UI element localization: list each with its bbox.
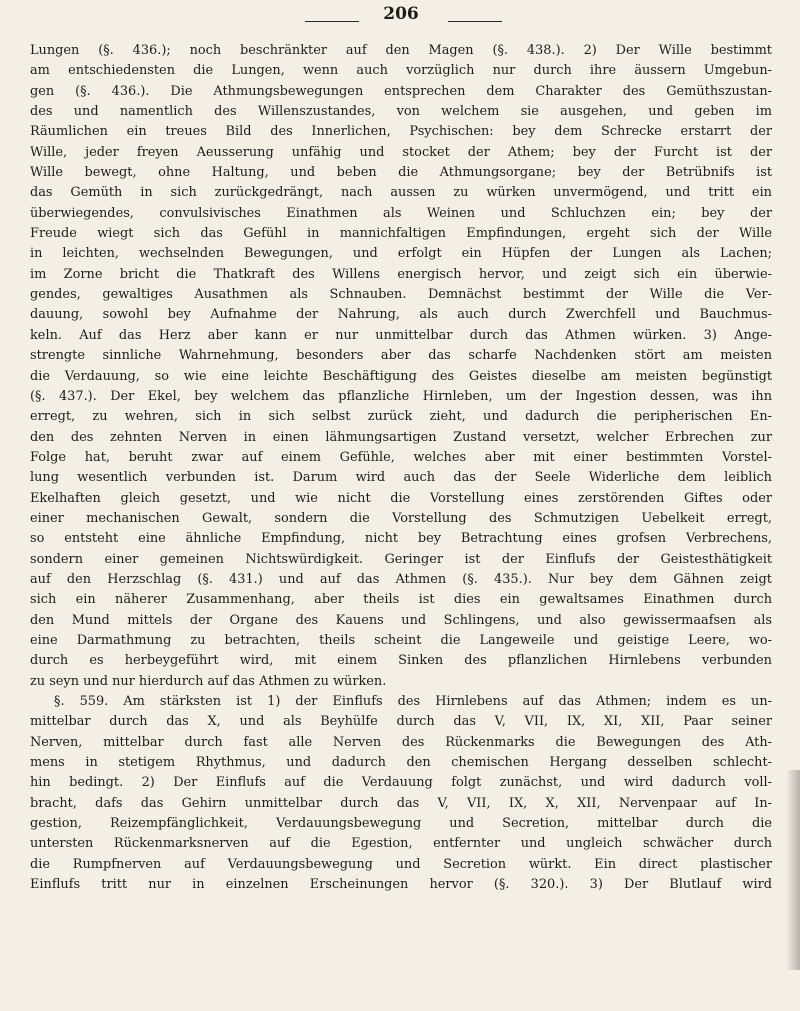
text-line: mens in stetigem Rhythmus, und dadurch den chemischen Hergang desselben schlecht-	[30, 755, 772, 771]
text-line: überwiegendes, convulsivisches Einathmen als Weinen und Schluchzen ein; bey der	[30, 205, 772, 221]
text-line: am entschiedensten die Lungen, wenn auch vorzüglich nur durch ihre äussern Umgebun-	[30, 63, 772, 79]
text-line: Lungen (§. 436.); noch beschränkter auf den Magen (§. 438.). 2) Der Wille bestimmt	[30, 43, 772, 58]
text-line: auf den Herzschlag (§. 431.) und auf das Athmen (§. 435.). Nur bey dem Gähnen zeigt	[30, 571, 772, 587]
text-line: den des zehnten Nerven in einen lähmungsartigen Zustand versetzt, welcher Erbrechen zur	[30, 429, 772, 445]
page-number: 206	[383, 4, 419, 24]
header-rule-right	[448, 21, 502, 22]
page-header	[0, 4, 800, 34]
text-line: lung wesentlich verbunden ist. Darum wird auch das der Seele Widerliche dem leiblich	[30, 470, 772, 486]
text-line: keln. Auf das Herz aber kann er nur unmittelbar durch das Athmen würken. 3) Ange-	[30, 327, 772, 343]
text-line: gestion, Reizempfänglichkeit, Verdauungsbewegung und Secretion, mittelbar durch die	[30, 816, 772, 832]
text-line: eine Darmathmung zu betrachten, theils scheint die Langeweile und geistige Leere, wo-	[30, 632, 772, 648]
text-line: durch es herbeygeführt wird, mit einem Sinken des pflanzlichen Hirnlebens verbunden	[30, 653, 772, 669]
text-line: Folge hat, beruht zwar auf einem Gefühle, welches aber mit einer bestimmten Vorstel-	[30, 449, 772, 465]
text-line: untersten Rückenmarksnerven auf die Egestion, entfernter und ungleich schwächer durch	[30, 836, 772, 852]
text-line: Wille, jeder freyen Aeusserung unfähig und stocket der Athem; bey der Furcht ist der	[30, 144, 772, 160]
text-line: sich ein näherer Zusammenhang, aber theils ist dies ein gewaltsames Einathmen durch	[30, 592, 772, 608]
text-line: im Zorne bricht die Thatkraft des Willens energisch hervor, und zeigt sich ein überwie-	[30, 266, 772, 282]
text-line: das Gemüth in sich zurückgedrängt, nach aussen zu würken unvermögend, und tritt ein	[30, 185, 772, 201]
text-line: den Mund mittels der Organe des Kauens und Schlingens, und also gewissermaafsen als	[30, 612, 772, 628]
text-line: des und namentlich des Willenszustandes, von welchem sie ausgehen, und geben im	[30, 104, 772, 120]
text-line: Räumlichen ein treues Bild des Innerlichen, Psychischen: bey dem Schrecke erstarrt der	[30, 124, 772, 140]
text-line: Wille bewegt, ohne Haltung, und beben die Athmungsorgane; bey der Betrübnifs ist	[30, 165, 772, 181]
text-line: die Rumpfnerven auf Verdauungsbewegung und Secretion würkt. Ein direct plastischer	[30, 856, 772, 872]
text-line: gendes, gewaltiges Ausathmen als Schnauben. Demnächst bestimmt der Wille die Ver-	[30, 287, 772, 303]
text-line: Einflufs tritt nur in einzelnen Erscheinungen hervor (§. 320.). 3) Der Blutlauf wird	[30, 877, 772, 893]
text-line: zu seyn und nur hierdurch auf das Athmen zu würken.	[30, 673, 387, 689]
text-line: (§. 437.). Der Ekel, bey welchem das pflanzliche Hirnleben, um der Ingestion dessen, was ihn	[30, 388, 772, 404]
text-line: strengte sinnliche Wahrnehmung, besonders aber das scharfe Nachdenken stört am meisten	[30, 348, 772, 364]
header-rule-left	[305, 21, 359, 22]
text-line: die Verdauung, so wie eine leichte Beschäftigung des Geistes dieselbe am meisten begünstigt	[30, 368, 772, 384]
text-line: einer mechanischen Gewalt, sondern die Vorstellung des Schmutzigen Uebelkeit erregt,	[30, 510, 772, 526]
text-line: sondern einer gemeinen Nichtswürdigkeit. Geringer ist der Einflufs der Geistesthätigkeit	[30, 551, 772, 567]
text-line: gen (§. 436.). Die Athmungsbewegungen entsprechen dem Charakter des Gemüthszustan-	[30, 83, 772, 99]
text-line: Ekelhaften gleich gesetzt, und wie nicht die Vorstellung eines zerstörenden Giftes oder	[30, 490, 772, 506]
text-line: in leichten, wechselnden Bewegungen, und erfolgt ein Hüpfen der Lungen als Lachen;	[30, 246, 772, 262]
text-line: dauung, sowohl bey Aufnahme der Nahrung, als auch durch Zwerchfell und Bauchmus-	[30, 307, 772, 323]
page-edge-shadow	[786, 770, 800, 970]
body-text	[30, 41, 772, 895]
text-line: so entsteht eine ähnliche Empfindung, nicht bey Betrachtung eines grofsen Verbrechens,	[30, 531, 772, 547]
text-line: Nerven, mittelbar durch fast alle Nerven des Rückenmarks die Bewegungen des Ath-	[30, 734, 772, 750]
text-line: hin bedingt. 2) Der Einflufs auf die Verdauung folgt zunächst, und wird dadurch voll-	[30, 775, 772, 791]
text-line: Freude wiegt sich das Gefühl in mannichfaltigen Empfindungen, ergeht sich der Wille	[30, 226, 772, 242]
text-line: erregt, zu wehren, sich in sich selbst zurück zieht, und dadurch die peripherischen En-	[30, 409, 772, 425]
text-line: mittelbar durch das X, und als Beyhülfe durch das V, VII, IX, XI, XII, Paar seiner	[30, 714, 772, 730]
text-line: bracht, dafs das Gehirn unmittelbar durch das V, VII, IX, X, XII, Nervenpaar auf In-	[30, 795, 772, 811]
text-line: §. 559. Am stärksten ist 1) der Einflufs des Hirnlebens auf das Athmen; indem es un-	[54, 694, 772, 709]
